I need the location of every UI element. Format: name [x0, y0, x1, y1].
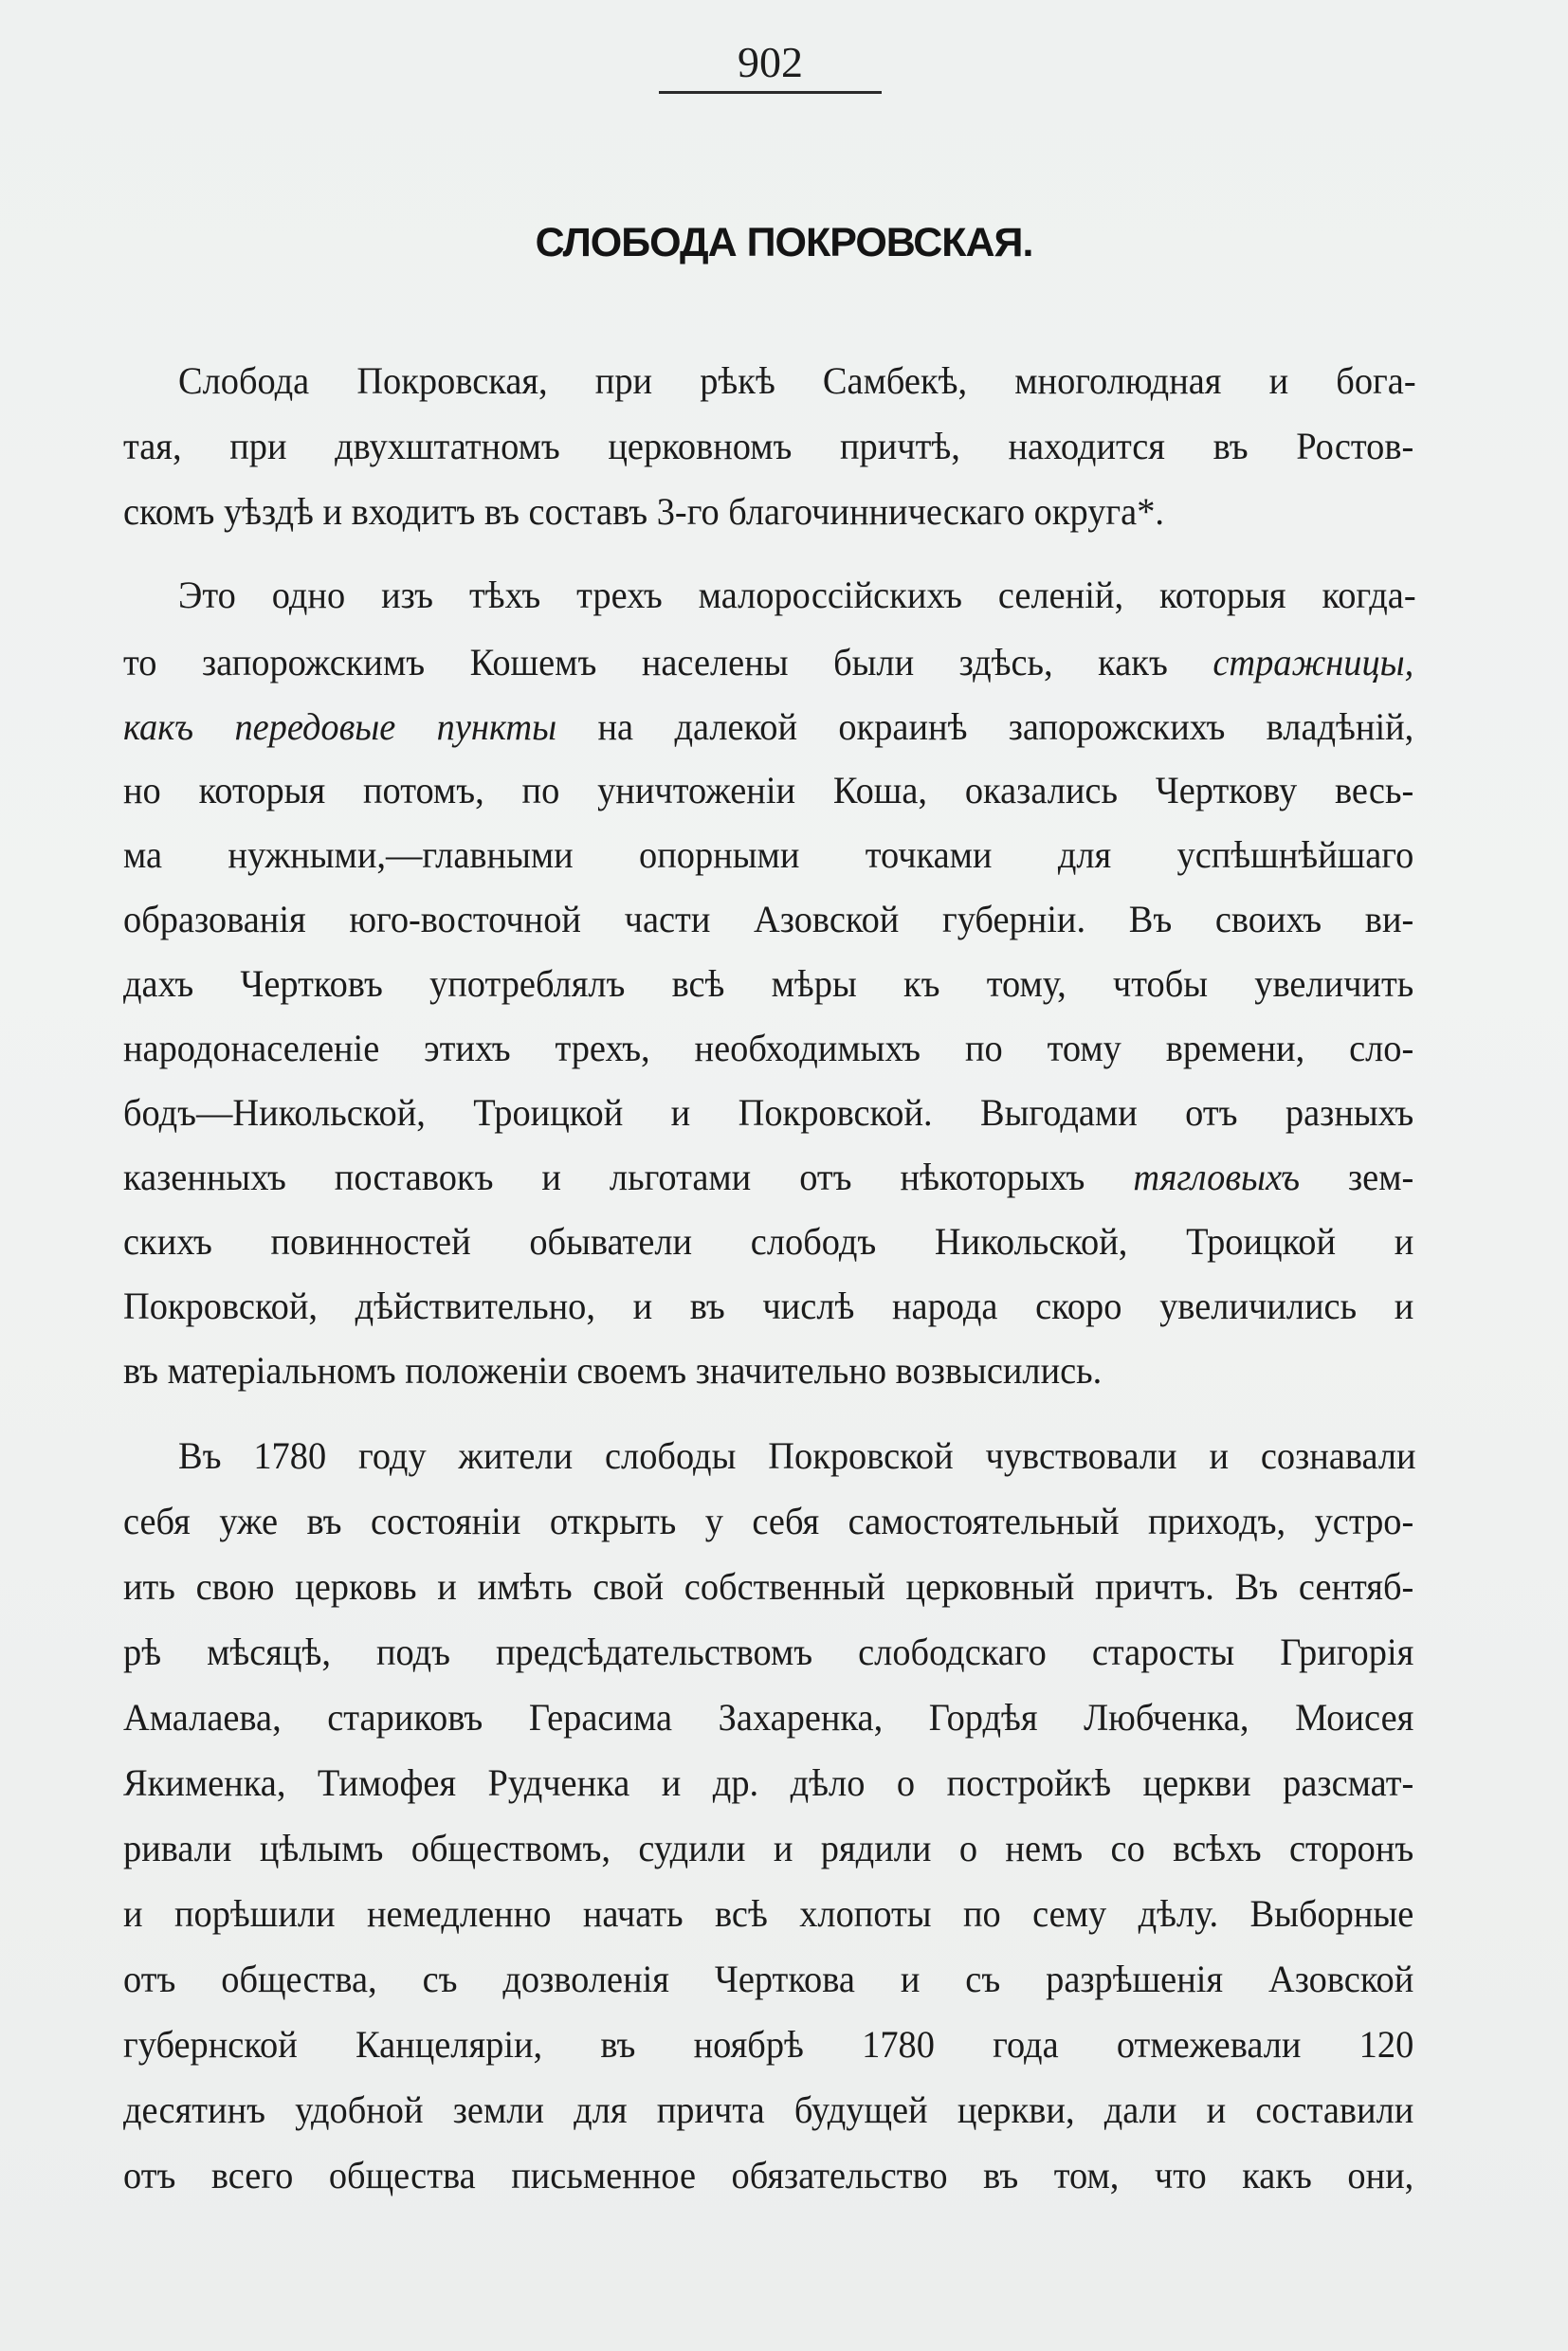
text-line: дахъ Чертковъ употреблялъ всѣ мѣры къ тому, чтобы увеличить — [123, 962, 1414, 1005]
text-line — [123, 1153, 1413, 1202]
text-line: въ матеріальномъ положеніи своемъ значительно возвысились. — [123, 1349, 1103, 1392]
italic-phrase: стражницы, — [1212, 641, 1414, 683]
text-line: рѣ мѣсяцѣ, подъ предсѣдательствомъ слободскаго старосты Григорія — [123, 1631, 1414, 1673]
italic-phrase: тягловыхъ — [1133, 1156, 1301, 1198]
text-run: казенныхъ поставокъ и льготами отъ нѣкоторыхъ — [123, 1156, 1085, 1198]
page-number-rule — [659, 91, 882, 94]
text-line: десятинъ удобной земли для причта будущей церкви, дали и составили — [123, 2088, 1414, 2131]
text-line: Якименка, Тимофея Рудченка и др. дѣло о постройкѣ церкви разсмат- — [123, 1761, 1414, 1804]
text-line: Покровской, дѣйствительно, и въ числѣ народа скоро увеличились и — [123, 1285, 1414, 1327]
text-line: отъ всего общества письменное обязательство въ том, что какъ они, — [123, 2154, 1414, 2196]
text-line: отъ общества, съ дозволенія Черткова и съ разрѣшенія Азовской — [123, 1958, 1414, 2000]
text-line: народонаселеніе этихъ трехъ, необходимыхъ по тому времени, сло- — [123, 1027, 1414, 1069]
text-line: скомъ уѣздѣ и входитъ въ составъ 3-го благочинническаго округа*. — [123, 490, 1165, 533]
text-line: ить свою церковь и имѣть свой собственный церковный причтъ. Въ сентяб- — [123, 1565, 1414, 1608]
text-line: и порѣшили немедленно начать всѣ хлопоты по сему дѣлу. Выборные — [123, 1892, 1414, 1935]
page-number: 902 — [738, 38, 803, 86]
text-line: скихъ повинностей обыватели слободъ Никольской, Троицкой и — [123, 1220, 1414, 1263]
text-line: Амалаева, стариковъ Герасима Захаренка, Гордѣя Любченка, Моисея — [123, 1696, 1414, 1739]
text-run: зем- — [1347, 1156, 1414, 1198]
text-line: Это одно изъ тѣхъ трехъ малороссійскихъ селеній, которыя когда- — [178, 574, 1416, 616]
italic-phrase: какъ передовые пункты — [123, 705, 557, 748]
text-line: Въ 1780 году жители слободы Покровской чувствовали и сознавали — [178, 1434, 1416, 1477]
text-line: ма нужными,—главными опорными точками для успѣшнѣйшаго — [123, 833, 1414, 876]
text-line: бодъ—Никольской, Троицкой и Покровской. Выгодами отъ разныхъ — [123, 1091, 1414, 1134]
text-line: но которыя потомъ, по уничтоженіи Коша, оказались Черткову весь- — [123, 769, 1414, 811]
text-line: ривали цѣлымъ обществомъ, судили и рядили о немъ со всѣхъ сторонъ — [123, 1827, 1414, 1869]
text-line — [123, 638, 1413, 687]
text-run: то запорожскимъ Кошемъ населены были здѣсь, какъ — [123, 641, 1168, 683]
text-run: на далекой окраинѣ запорожскихъ владѣній, — [597, 705, 1414, 748]
text-line: себя уже въ состояніи открыть у себя самостоятельный приходъ, устро- — [123, 1500, 1414, 1542]
text-line: образованія юго-восточной части Азовской губерніи. Въ своихъ ви- — [123, 898, 1414, 940]
section-heading: СЛОБОДА ПОКРОВСКАЯ. — [535, 220, 1033, 265]
text-line: Слобода Покровская, при рѣкѣ Самбекѣ, многолюдная и бога- — [178, 359, 1416, 402]
text-line — [123, 702, 1413, 752]
text-line: губернской Канцеляріи, въ ноябрѣ 1780 года отмежевали 120 — [123, 2023, 1414, 2066]
text-line: тая, при двухштатномъ церковномъ причтѣ, находится въ Ростов- — [123, 425, 1414, 467]
